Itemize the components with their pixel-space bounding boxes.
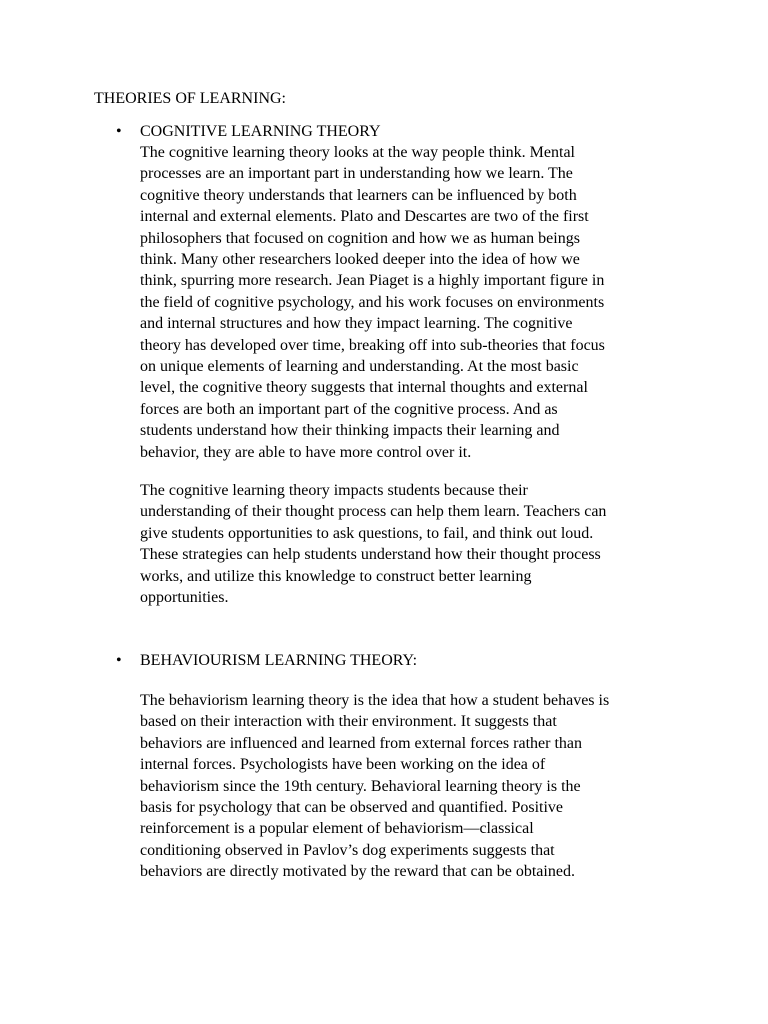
paragraph-cognitive-1: The cognitive learning theory looks at the way people think. Mental processes are an important part in understanding how we learn. The cognitive theory understands that learners can be influenced by both internal and external elements. Plato and Descartes are two of the first philosophers that focused on cognition and how we as human beings think. Many other researchers looked deeper into the idea of how we think, spurring more research. Jean Piaget is a highly important figure in the field of cognitive psychology, and his work focuses on environments and internal structures and how they impact learning. The cognitive theory has developed over time, breaking off into sub-theories that focus on unique elements of learning and understanding. At the most basic level, the cognitive theory suggests that internal thoughts and external forces are both an important part of the cognitive process. And as students understand how their thinking impacts their learning and behavior, they are able to have more control over it. [140,144,605,461]
section-heading-behaviourism: BEHAVIOURISM LEARNING THEORY: [140,652,418,669]
section-heading-cognitive: COGNITIVE LEARNING THEORY [140,123,381,140]
bullet-icon: • [116,652,122,669]
bullet-icon: • [116,123,122,140]
document-title: THEORIES OF LEARNING: [94,90,286,107]
paragraph-cognitive-2: The cognitive learning theory impacts students because their understanding of their thought process can help them learn. Teachers can give students opportunities to ask questions, to fail, and think out loud. These strategies can help students understand how their thought process works, and utilize this knowledge to construct better learning opportunities. [140,482,607,607]
paragraph-behaviourism-1: The behaviorism learning theory is the idea that how a student behaves is based on their interaction with their environment. It suggests that behaviors are influenced and learned from external forces rather than internal forces. Psychologists have been working on the idea of behaviorism since the 19th century. Behavioral learning theory is the basis for psychology that can be observed and quantified. Positive reinforcement is a popular element of behaviorism—classical conditioning observed in Pavlov’s dog experiments suggests that behaviors are directly motivated by the reward that can be obtained. [140,692,610,881]
